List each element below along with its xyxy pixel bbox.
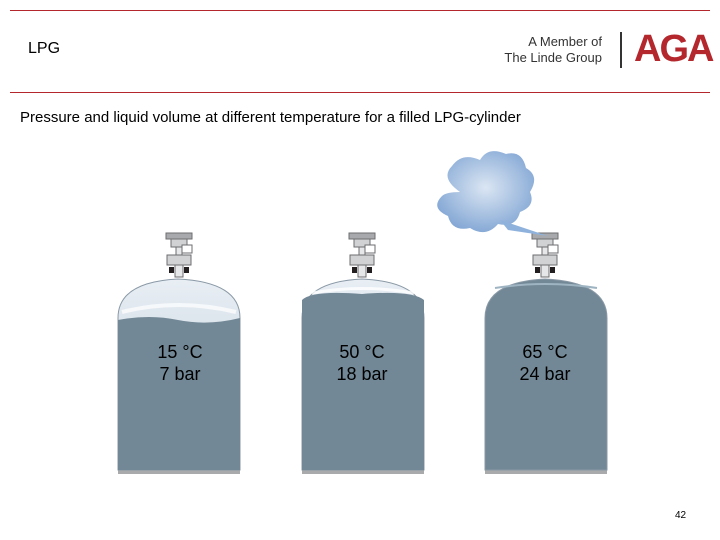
valve-icon	[532, 233, 558, 277]
slide-title: LPG	[28, 40, 61, 57]
brand-member-line2: The Linde Group	[504, 50, 602, 65]
brand-member-line1: A Member of	[528, 34, 602, 49]
cylinder-3-temperature: 65 °C	[522, 342, 568, 362]
cylinder-1-label	[120, 341, 240, 385]
vapor-cloud-icon	[437, 151, 548, 236]
valve-icon	[349, 233, 375, 277]
cylinder-3-pressure: 24 bar	[519, 364, 571, 384]
page-number: 42	[675, 510, 687, 521]
cylinder-2-label	[302, 341, 422, 385]
cylinder-1-temperature: 15 °C	[157, 342, 203, 362]
cylinder-2-temperature: 50 °C	[339, 342, 385, 362]
cylinder-1-pressure: 7 bar	[159, 364, 201, 384]
valve-icon	[166, 233, 192, 277]
cylinder-2-pressure: 18 bar	[336, 364, 388, 384]
slide-subtitle: Pressure and liquid volume at different temperature for a filled LPG-cylinder	[20, 109, 521, 126]
aga-logo: AGA	[634, 28, 713, 70]
cylinder-3-label	[485, 341, 605, 385]
